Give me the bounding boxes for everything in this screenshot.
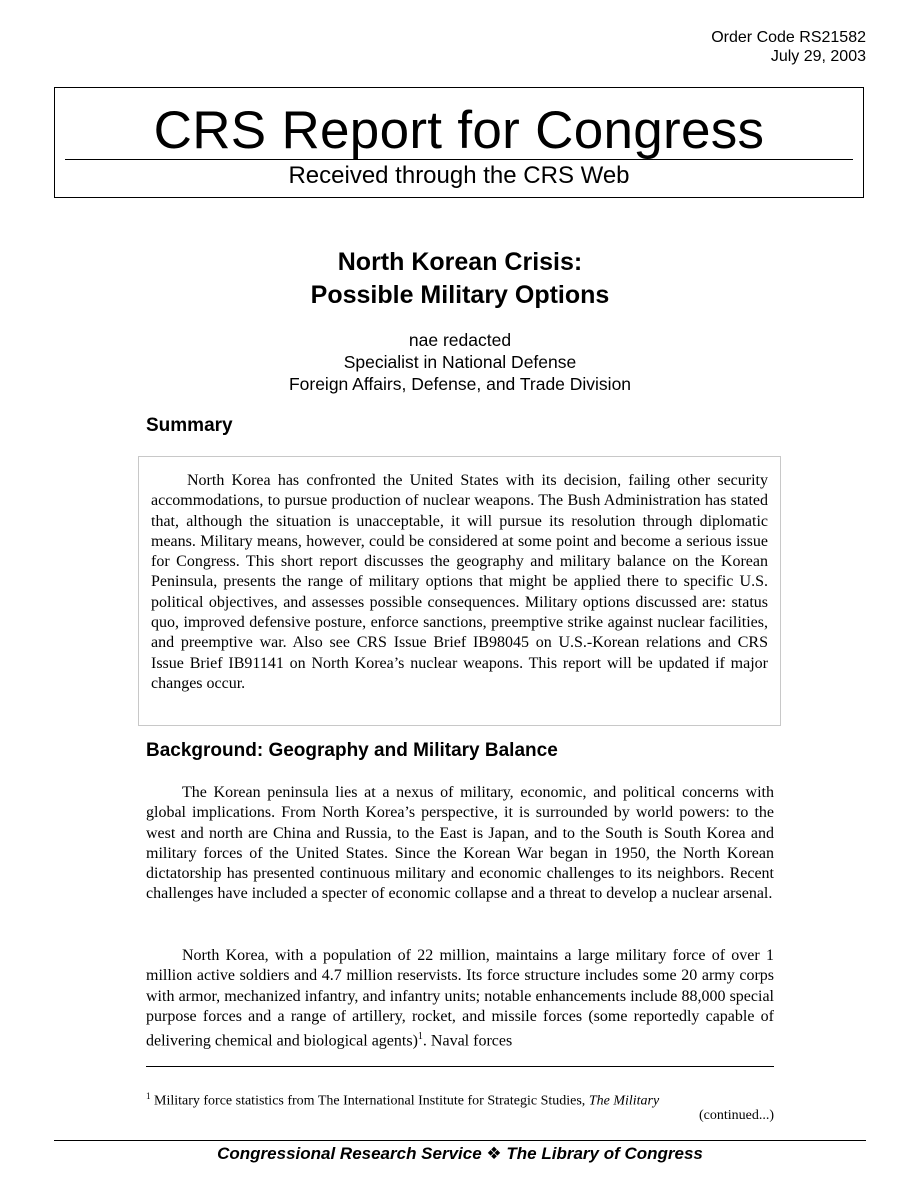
report-date: July 29, 2003 [770,48,866,65]
footer-rule [54,1140,866,1141]
footnote-text: Military force statistics from The International Institute for Strategic Studies, [150,1093,589,1109]
report-title [0,246,920,312]
masthead-title: CRS Report for Congress [153,101,765,160]
footnote-rule [146,1066,774,1067]
footnote-marker: 1 [146,1091,151,1101]
masthead-rule [65,159,853,160]
author-block [0,329,920,395]
author-name: nae redacted [408,330,512,350]
report-title-line2: Possible Military Options [310,281,610,309]
footer-separator-icon: ❖ [486,1144,502,1163]
footnote-continued: (continued...) [698,1108,774,1123]
background-paragraph-1: The Korean peninsula lies at a nexus of military, economic, and political concerns with global implications. From North Korea’s perspective, it is surrounded by world powers: to the west and north are China and Russia, to the East is Japan, and to the South is South Korea and military forces of the United States. Since the Korean War began in 1950, the North Korean dictatorship has presented continuous military and economic challenges to its neighbors. Recent challenges have included a specter of economic collapse and a threat to develop a nuclear arsenal. [146,784,774,903]
author-title: Specialist in National Defense [343,352,577,372]
summary-heading: Summary [146,415,233,436]
background-heading: Background: Geography and Military Balance [146,740,558,761]
footnote [146,1086,774,1112]
paragraph-2-end: . Naval forces [422,1032,513,1050]
paragraph-2-text: North Korea, with a population of 22 million, maintains a large military force of over 1 million active soldiers and 4.7 million reservists. Its force structure includes some 20 army corps with armor, mechanized infantry, and infantry units; notable enhancements include 88,000 special purpose forces and a range of artillery, rocket, and missile forces (some reportedly capable of delivering chemical and biological agents) [146,947,774,1050]
footnote-reference[interactable]: 1 [417,1031,423,1043]
footer-crs: Congressional Research Service [217,1144,482,1163]
masthead-subtitle: Received through the CRS Web [288,162,630,189]
footnote-italic-title: The Military [588,1093,660,1109]
summary-text: North Korea has confronted the United States with its decision, failing other security accommodations, to pursue production of nuclear weapons. The Bush Administration has stated that, although the situation is unacceptable, it will pursue its resolution through diplomatic means. Military means, however, could be considered at some point and become a serious issue for Congress. This short report discusses the geography and military balance on the Korean Peninsula, presents the range of military options that might be applied there to specific U.S. political objectives, and assesses possible consequences. Military options discussed are: status quo, improved defensive posture, enforce sanctions, preemptive strike against nuclear facilities, and preemptive war. Also see CRS Issue Brief IB98045 on U.S.-Korean relations and CRS Issue Brief IB91141 on North Korea’s nuclear weapons. This report will be updated if major changes occur. [151,472,768,692]
background-paragraph-2 [146,946,774,1052]
footer-library: The Library of Congress [506,1144,703,1163]
summary-box [138,456,781,726]
masthead [54,87,864,198]
report-title-line1: North Korean Crisis: [337,248,583,276]
author-division: Foreign Affairs, Defense, and Trade Division [288,374,632,394]
order-info [711,28,866,66]
page-footer [0,1143,920,1165]
order-code: Order Code RS21582 [711,29,866,46]
